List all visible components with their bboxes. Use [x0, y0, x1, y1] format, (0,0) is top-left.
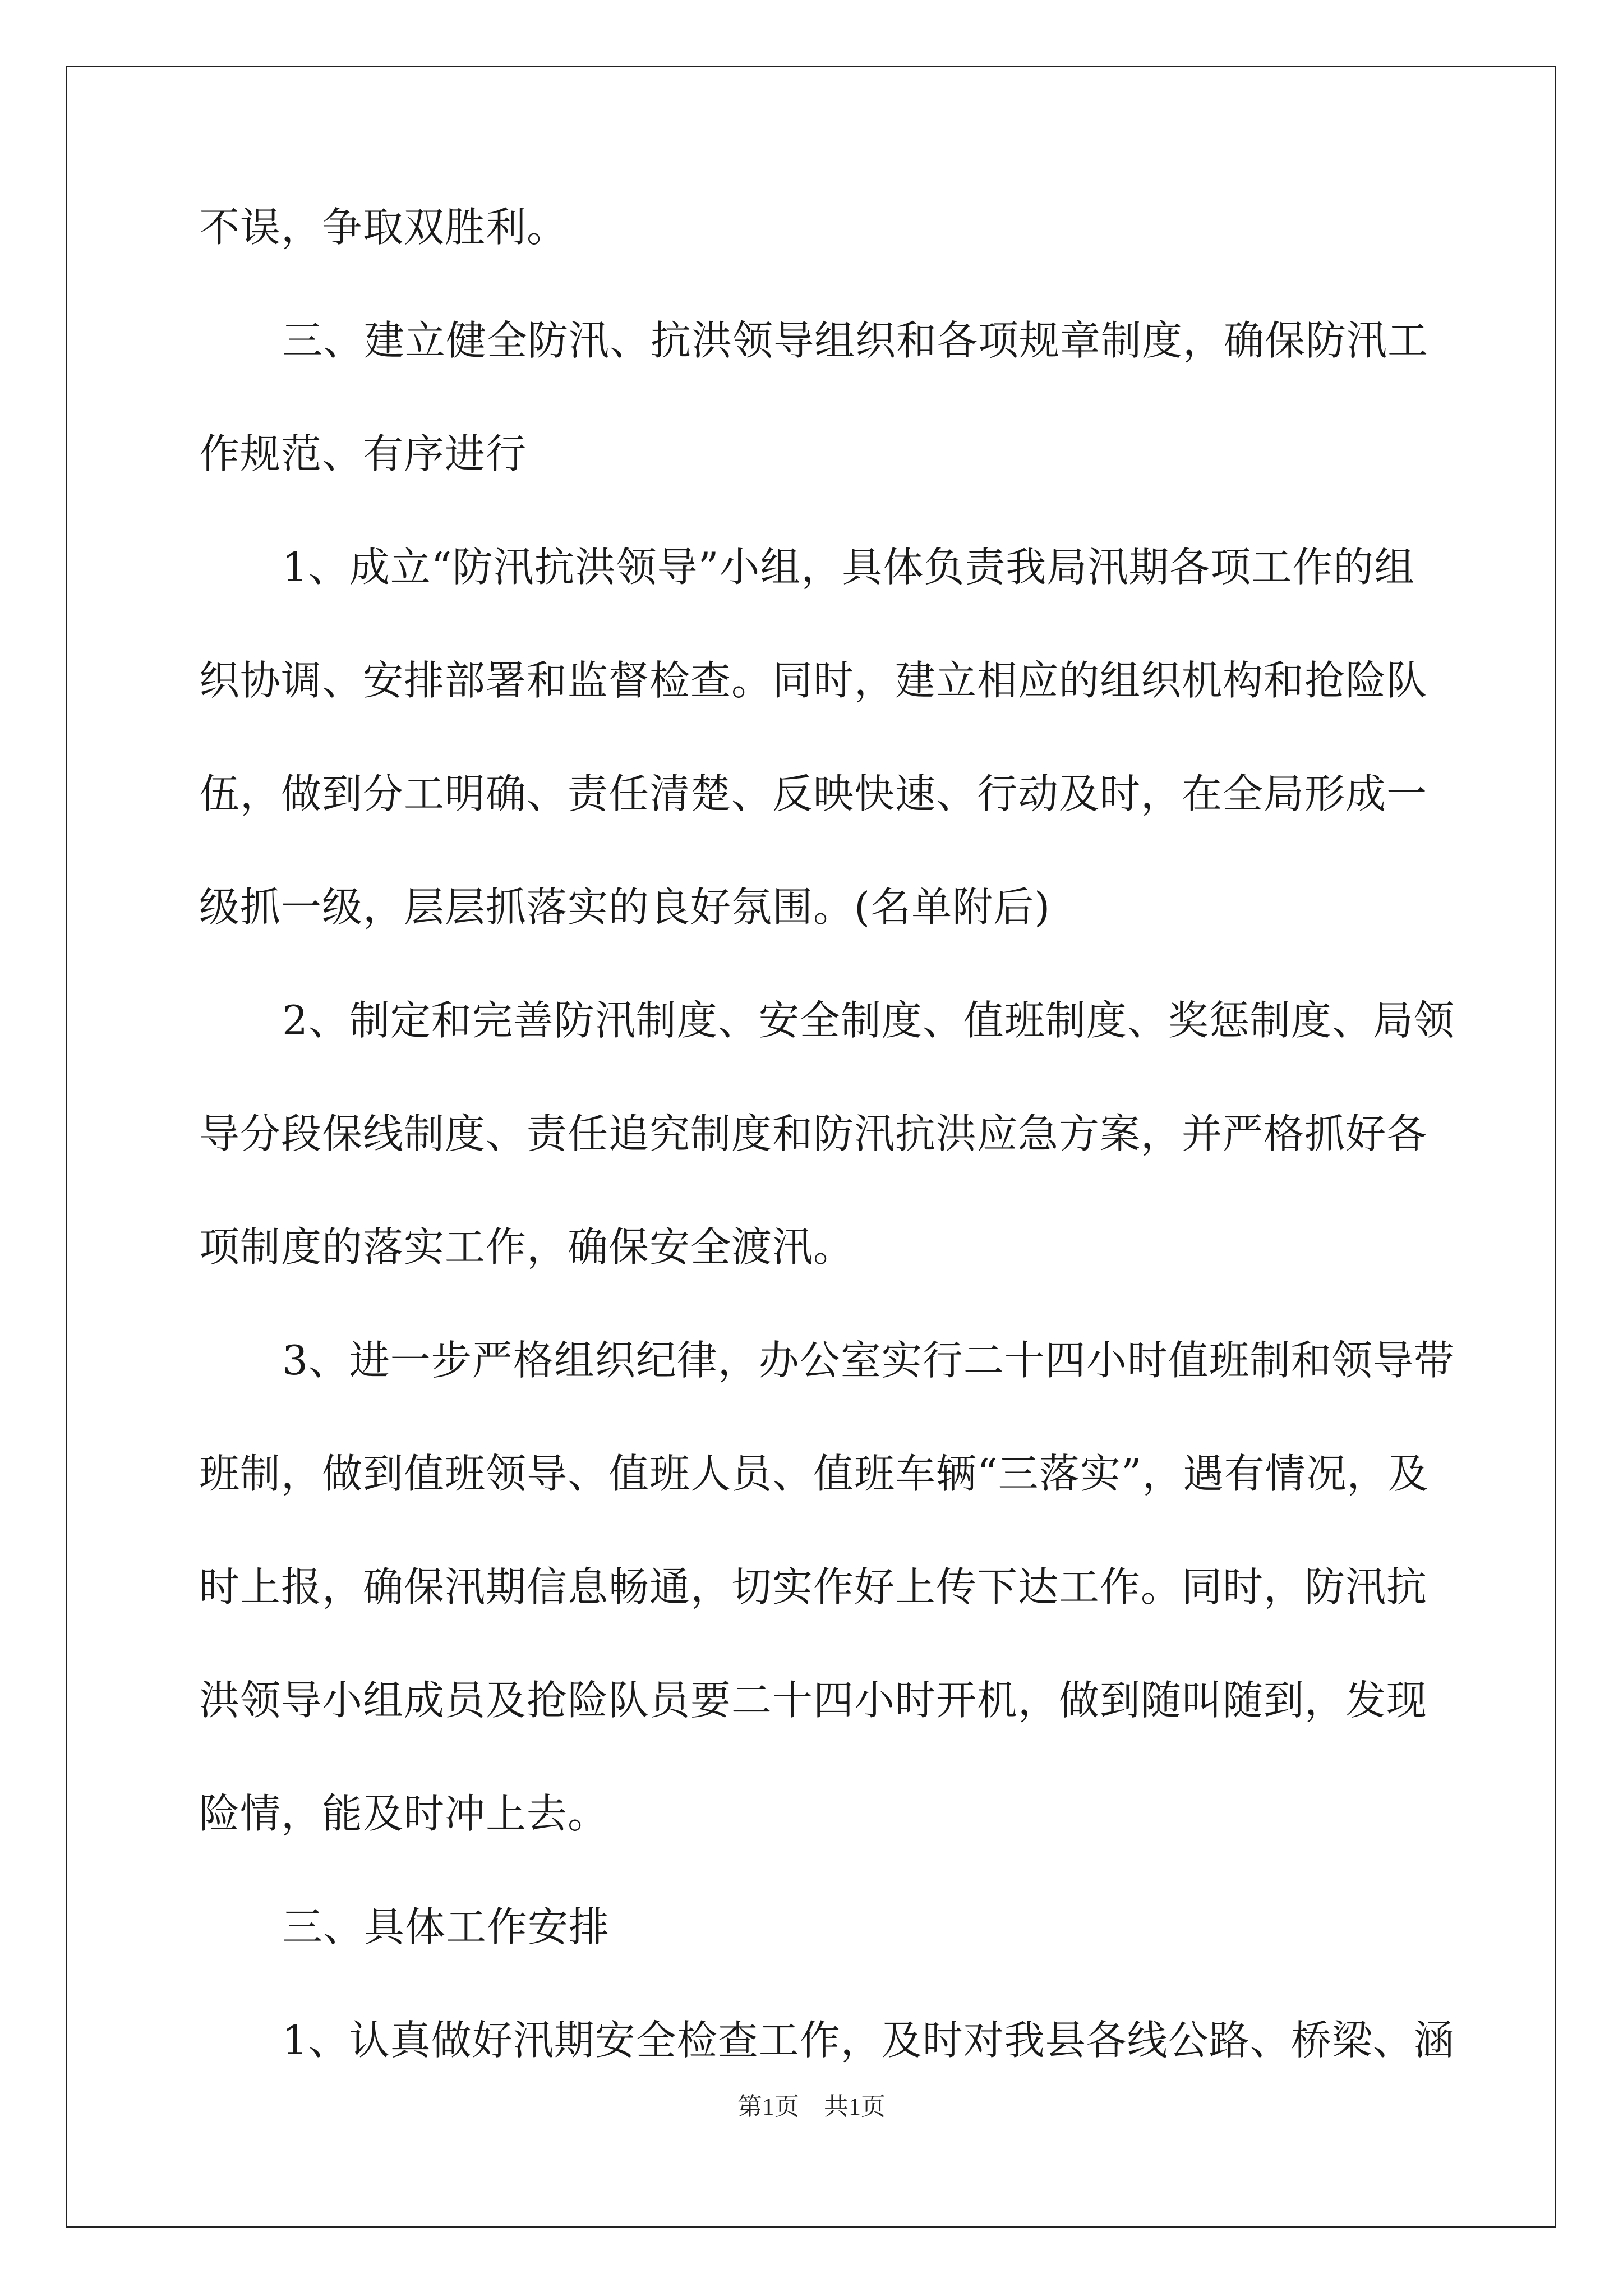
page-number-footer: 第1页 共1页 [737, 2093, 886, 2120]
text-line: 作规范、有序进行 [199, 430, 527, 477]
paragraph-first-line: 1、成立“防汛抗洪领导”小组，具体负责我局汛期各项工作的组 [282, 544, 1415, 591]
section-heading: 三、具体工作安排 [282, 1903, 610, 1950]
text-line: 险情，能及时冲上去。 [199, 1790, 609, 1837]
text-line: 伍，做到分工明确、责任清楚、反映快速、行动及时，在全局形成一 [199, 770, 1428, 817]
section-heading: 三、建立健全防汛、抗洪领导组织和各项规章制度，确保防汛工 [282, 317, 1429, 364]
text-line: 洪领导小组成员及抢险队员要二十四小时开机，做到随叫随到，发现 [199, 1677, 1428, 1724]
text-line: 项制度的落实工作，确保安全渡汛。 [199, 1223, 855, 1271]
paragraph-first-line: 1、认真做好汛期安全检查工作，及时对我县各线公路、桥梁、涵 [282, 2017, 1455, 2064]
text-line: 不误，争取双胜利。 [199, 204, 568, 251]
paragraph-first-line: 3、进一步严格组织纪律，办公室实行二十四小时值班制和领导带 [282, 1337, 1455, 1384]
text-line: 织协调、安排部署和监督检查。同时，建立相应的组织机构和抢险队 [199, 657, 1428, 704]
text-line: 班制，做到值班领导、值班人员、值班车辆“三落实”，遇有情况，及 [199, 1450, 1429, 1497]
paragraph-first-line: 2、制定和完善防汛制度、安全制度、值班制度、奖惩制度、局领 [282, 997, 1455, 1044]
text-line: 级抓一级，层层抓落实的良好氛围。(名单附后) [199, 884, 1051, 931]
text-line: 时上报，确保汛期信息畅通，切实作好上传下达工作。同时，防汛抗 [199, 1563, 1428, 1611]
text-line: 导分段保线制度、责任追究制度和防汛抗洪应急方案，并严格抓好各 [199, 1110, 1428, 1157]
